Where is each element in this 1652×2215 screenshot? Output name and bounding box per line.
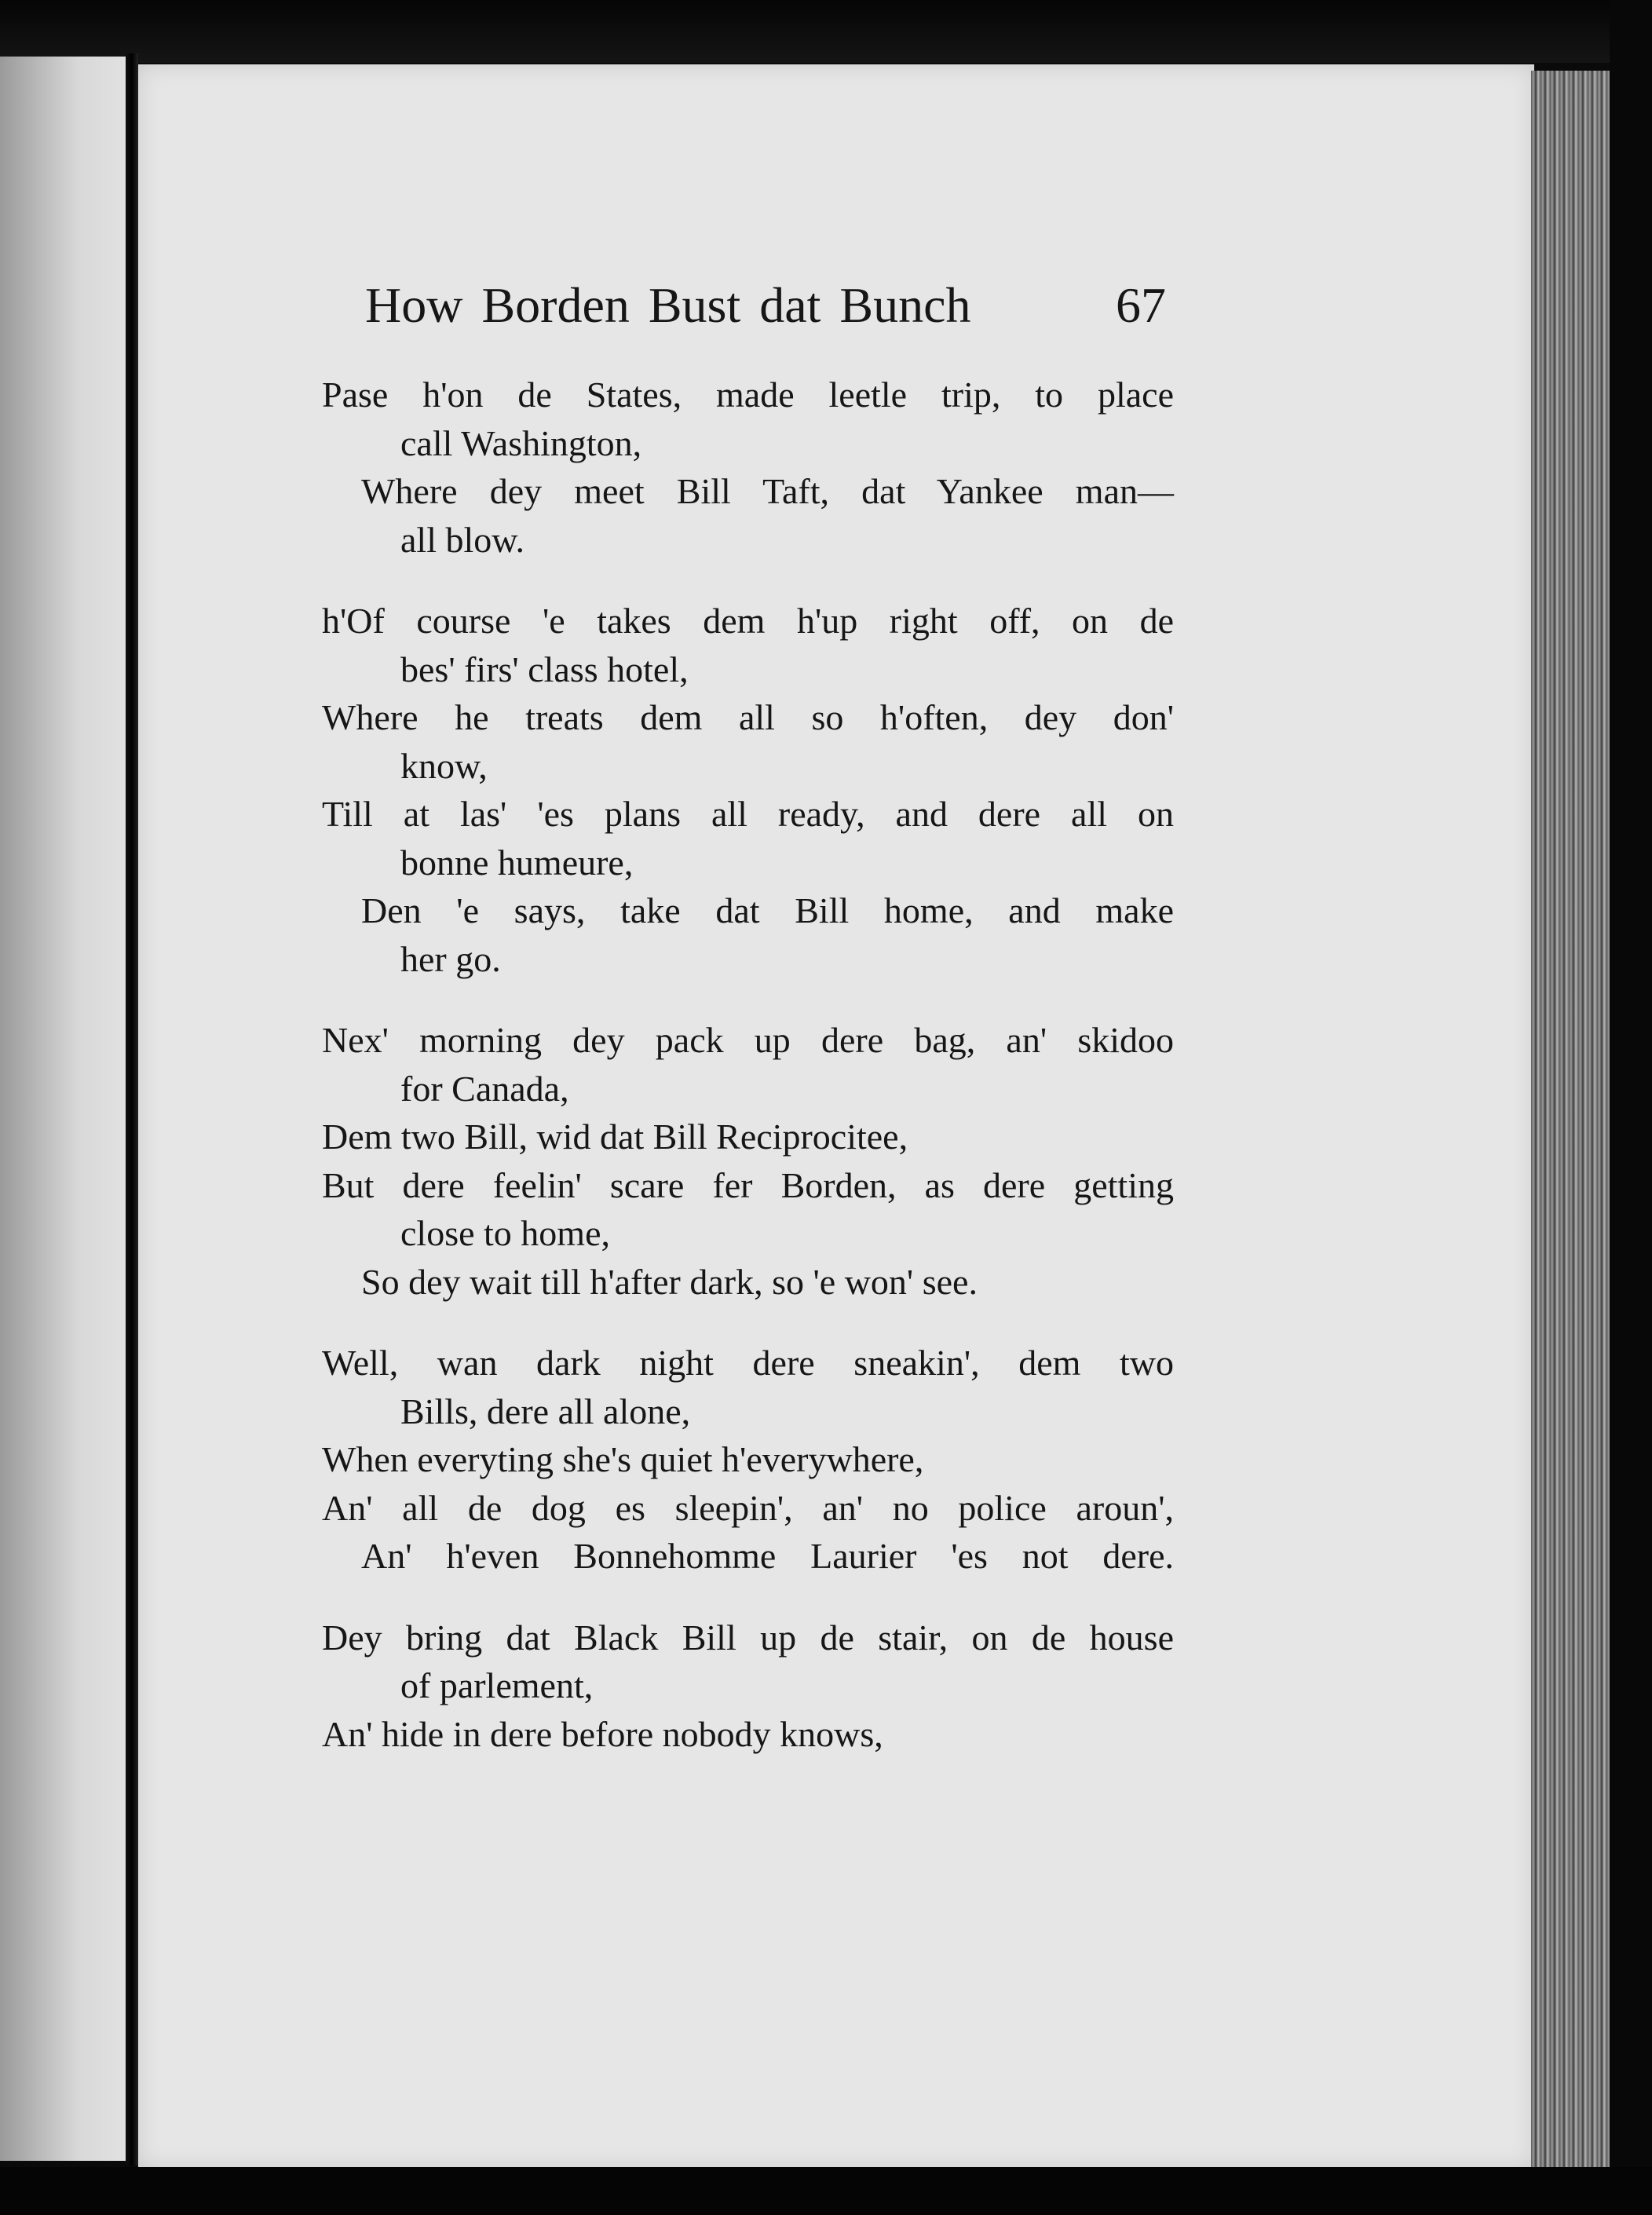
poem-line: all blow. — [400, 519, 524, 560]
poem-line: So dey wait till h'after dark, so 'e won' see. — [361, 1261, 978, 1302]
stanza — [322, 1614, 1174, 1759]
poem-line: Pase h'on de States, made leetle trip, to place — [322, 375, 1174, 415]
poem-line: An' all de dog es sleepin', an' no police aroun', — [322, 1487, 1174, 1528]
poem-line: her go. — [400, 938, 501, 979]
poem-line: call Washington, — [400, 422, 642, 463]
poem-body — [322, 371, 1174, 1791]
poem-line: Nex' morning dey pack up dere bag, an' skidoo — [322, 1020, 1174, 1060]
poem-line: But dere feelin' scare fer Borden, as dere getting — [322, 1164, 1174, 1205]
stanza — [322, 597, 1174, 983]
book-gutter — [126, 53, 138, 2166]
poem-line: Dey bring dat Black Bill up de stair, on de house — [322, 1617, 1174, 1658]
page-stack-edges — [1531, 71, 1610, 2167]
poem-line: of parlement, — [400, 1665, 594, 1705]
scan-right-border — [1610, 0, 1652, 2215]
poem-line: for Canada, — [400, 1068, 569, 1109]
poem-line: bonne humeure, — [400, 842, 634, 883]
poem-line: bes' firs' class hotel, — [400, 649, 689, 689]
page-number: 67 — [1116, 277, 1166, 333]
poem-line: know, — [400, 745, 488, 786]
facing-page-edge — [0, 57, 130, 2161]
poem-line: When everyting she's quiet h'everywhere, — [322, 1439, 924, 1479]
poem-line: Well, wan dark night dere sneakin', dem two — [322, 1343, 1174, 1383]
stanza — [322, 1339, 1174, 1581]
poem-line: An' hide in dere before nobody knows, — [322, 1713, 883, 1754]
scan-top-border — [0, 0, 1652, 63]
stanza — [322, 371, 1174, 564]
poem-line: Den 'e says, take dat Bill home, and make — [361, 890, 1174, 930]
running-head — [365, 276, 1166, 347]
stanza — [322, 1016, 1174, 1306]
poem-line: Till at las' 'es plans all ready, and dere all on — [322, 794, 1174, 834]
poem-line: h'Of course 'e takes dem h'up right off, on de — [322, 601, 1174, 641]
poem-line: An' h'even Bonnehomme Laurier 'es not dere. — [361, 1536, 1174, 1576]
poem-line: Where dey meet Bill Taft, dat Yankee man— — [361, 471, 1174, 511]
poem-line: close to home, — [400, 1213, 610, 1253]
poem-line: Bills, dere all alone, — [400, 1391, 691, 1431]
poem-line: Where he treats dem all so h'often, dey don' — [322, 697, 1174, 737]
poem-line: Dem two Bill, wid dat Bill Reciprocitee, — [322, 1117, 908, 1157]
chapter-title: How Borden Bust dat Bunch — [365, 277, 971, 333]
scan-bottom-border — [0, 2167, 1652, 2215]
